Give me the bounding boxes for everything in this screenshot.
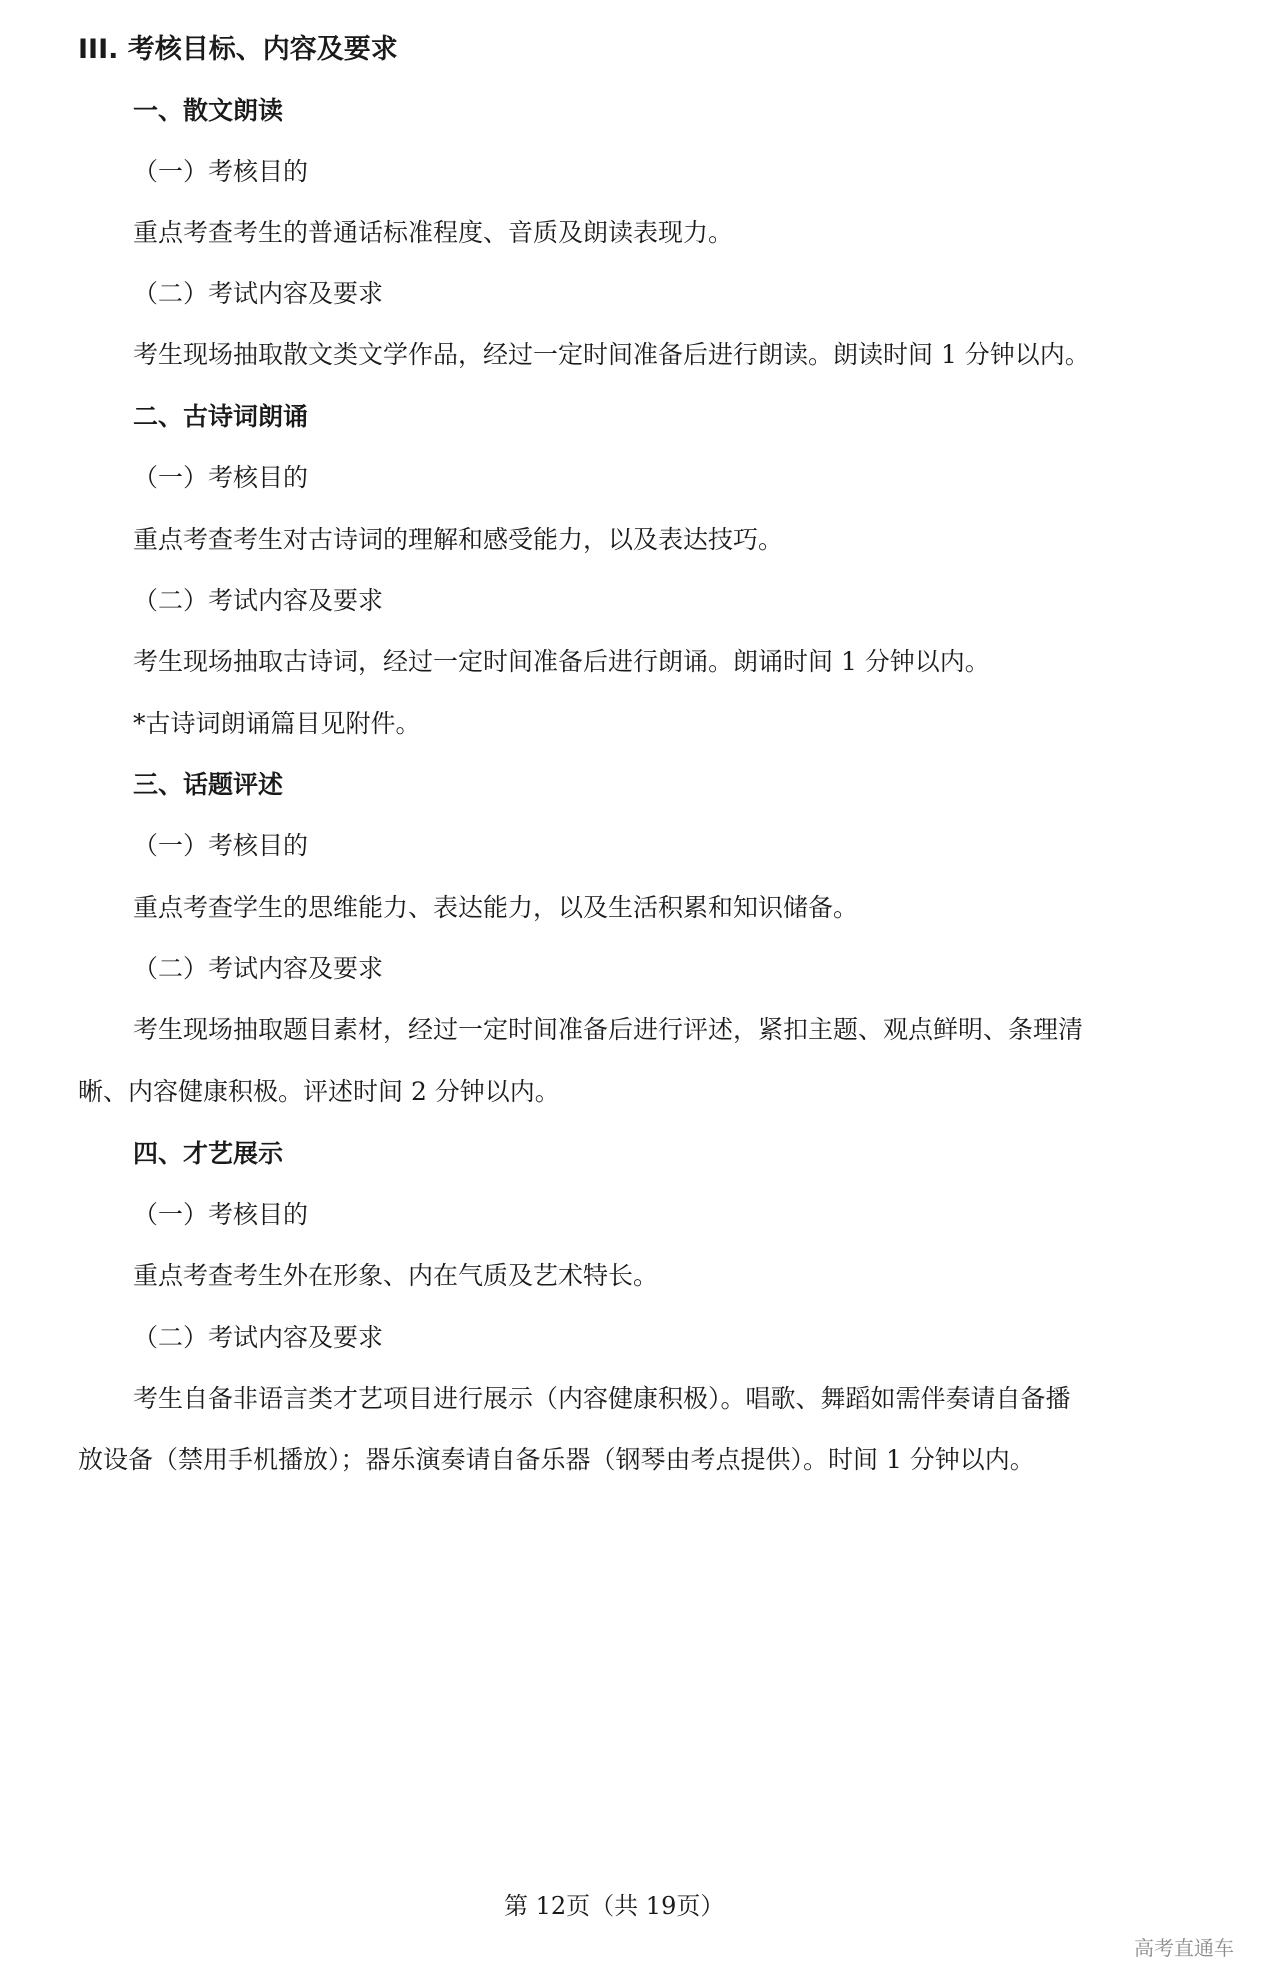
part-1-objective-text: 重点考查考生的普通话标准程度、音质及朗读表现力。 bbox=[133, 218, 734, 247]
part-2-heading: 二、古诗词朗诵 bbox=[133, 402, 309, 431]
part-3-objective-text: 重点考查学生的思维能力、表达能力，以及生活积累和知识储备。 bbox=[133, 893, 859, 922]
page-number: 第 12页（共 19页） bbox=[504, 1892, 725, 1920]
part-4-content-label: （二）考试内容及要求 bbox=[133, 1323, 384, 1352]
part-1-content-label: （二）考试内容及要求 bbox=[133, 279, 384, 308]
part-3-heading: 三、话题评述 bbox=[133, 770, 284, 799]
part-1-objective-label: （一）考核目的 bbox=[133, 157, 309, 186]
part-3-objective-label: （一）考核目的 bbox=[133, 831, 309, 860]
part-2-note: *古诗词朗诵篇目见附件。 bbox=[133, 709, 421, 738]
section-heading: III. 考核目标、内容及要求 bbox=[78, 34, 398, 65]
part-3-content-line: 考生现场抽取题目素材，经过一定时间准备后进行评述，紧扣主题、观点鲜明、条理清 bbox=[133, 1015, 1084, 1044]
part-4-content-line: 考生自备非语言类才艺项目进行展示（内容健康积极）。唱歌、舞蹈如需伴奏请自备播 bbox=[133, 1384, 1071, 1413]
part-4-objective-text: 重点考查考生外在形象、内在气质及艺术特长。 bbox=[133, 1261, 659, 1290]
part-4-objective-label: （一）考核目的 bbox=[133, 1200, 309, 1229]
part-1-content-line: 考生现场抽取散文类文学作品，经过一定时间准备后进行朗读。朗读时间 1 分钟以内。 bbox=[133, 340, 1090, 369]
part-2-objective-text: 重点考查考生对古诗词的理解和感受能力，以及表达技巧。 bbox=[133, 525, 784, 554]
watermark-text: 高考直通车 bbox=[1134, 1936, 1234, 1960]
part-2-objective-label: （一）考核目的 bbox=[133, 463, 309, 492]
part-1-heading: 一、散文朗读 bbox=[133, 96, 284, 125]
part-2-content-label: （二）考试内容及要求 bbox=[133, 586, 384, 615]
part-3-content-line: 晰、内容健康积极。评述时间 2 分钟以内。 bbox=[78, 1077, 560, 1106]
part-2-content-line: 考生现场抽取古诗词，经过一定时间准备后进行朗诵。朗诵时间 1 分钟以内。 bbox=[133, 647, 990, 676]
part-4-content-line: 放设备（禁用手机播放）；器乐演奏请自备乐器（钢琴由考点提供）。时间 1 分钟以内。 bbox=[78, 1445, 1035, 1474]
part-3-content-label: （二）考试内容及要求 bbox=[133, 954, 384, 983]
part-4-heading: 四、才艺展示 bbox=[133, 1139, 284, 1168]
